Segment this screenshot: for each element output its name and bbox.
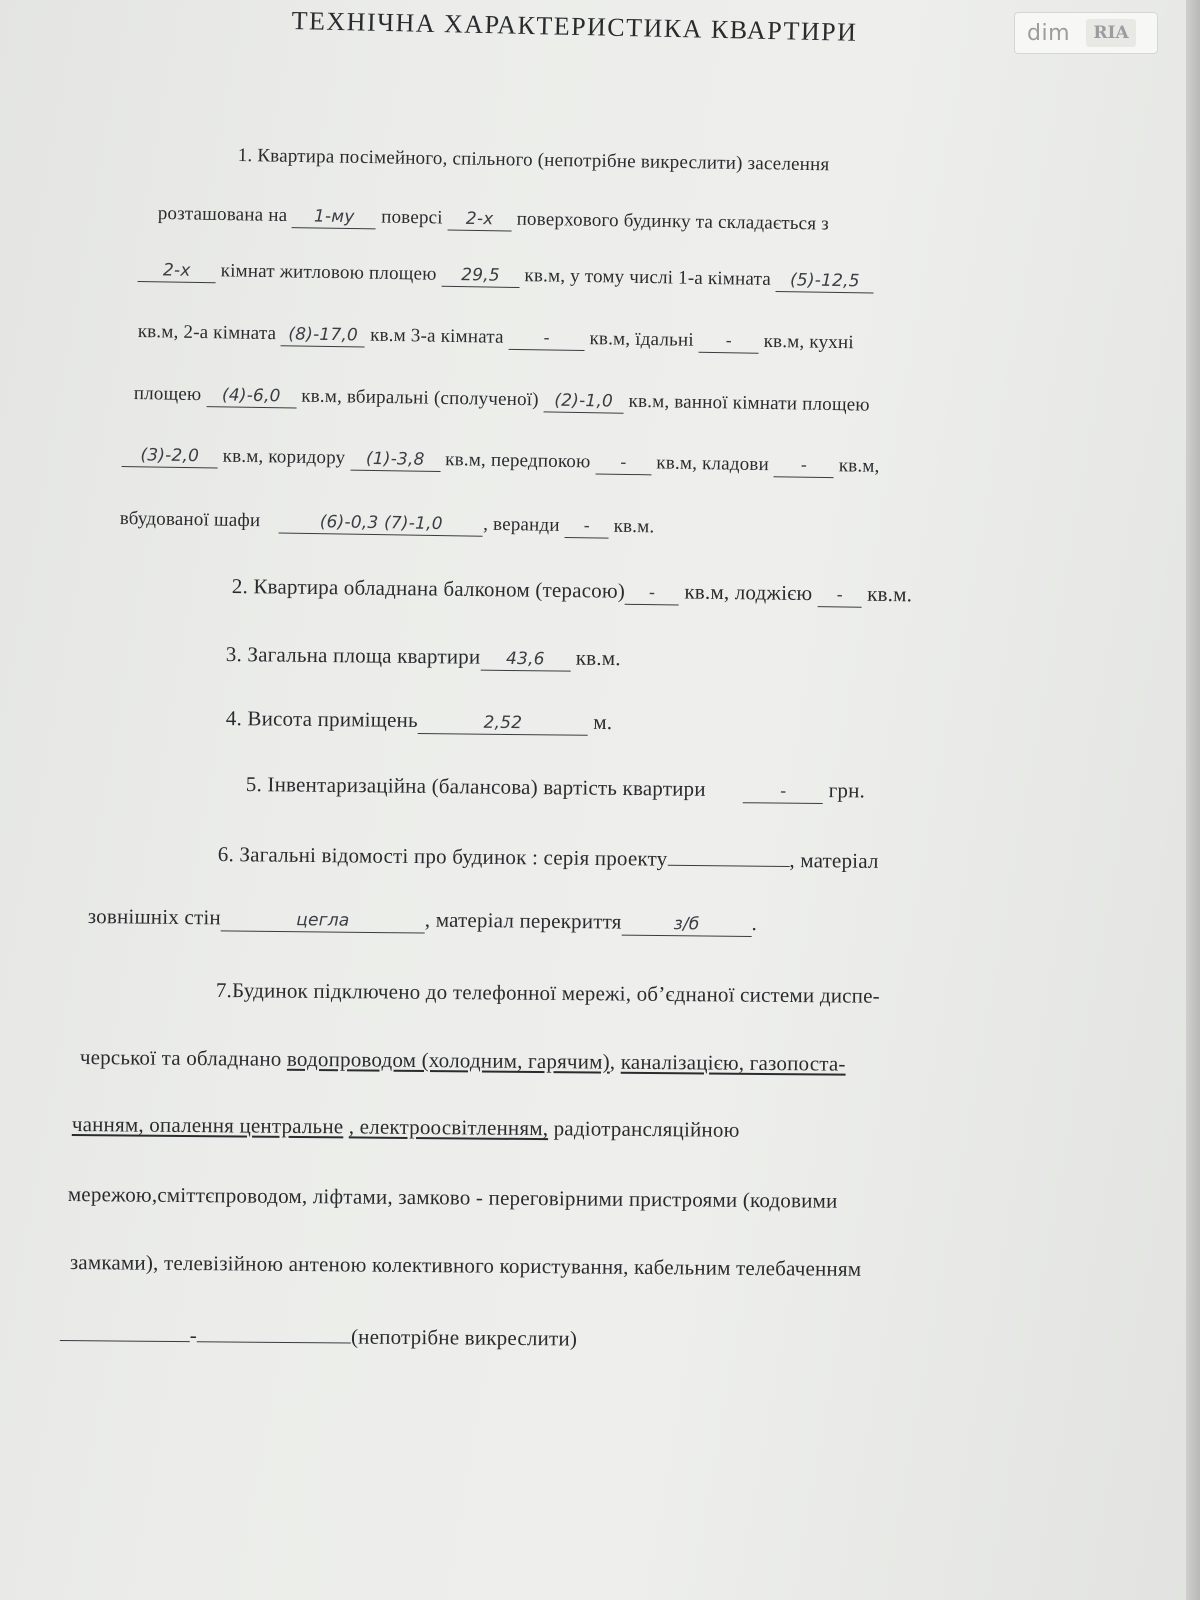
room2-value: (8)-17,0 xyxy=(281,323,365,347)
dining-value: - xyxy=(699,330,759,354)
room1-value: (5)-12,5 xyxy=(776,269,874,294)
item7-line6: - (непотрібне викреслити) xyxy=(60,1318,577,1353)
blank-left xyxy=(60,1318,190,1342)
item2-line: 2. Квартира обладнана балконом (терасою) - кв.м, лоджією - кв.м. xyxy=(231,573,913,607)
watermark-dim: dim xyxy=(1027,20,1071,46)
item1-line2: розташована на 1-му поверсі 2-х поверхового будинку та складається з xyxy=(157,202,830,235)
value-field: - xyxy=(743,780,823,804)
item1-line4: кв.м, 2-а кімната (8)-17,0 кв.м 3-а кімната - кв.м, їдальні - кв.м, кухні xyxy=(137,320,854,354)
blank-right xyxy=(197,1319,351,1343)
kitchen-value: (4)-6,0 xyxy=(206,384,296,408)
item1-line7: вбудованої шафи (6)-0,3 (7)-1,0 , веранди - кв.м. xyxy=(119,507,655,538)
item7-line5: замками), телевізійною антеною колективного користування, кабельним телебаченням xyxy=(69,1249,862,1281)
pantry-value: - xyxy=(774,454,834,478)
loggia-value: - xyxy=(818,584,862,608)
rooms-value: 2-х xyxy=(138,259,216,283)
item7-line3: чанням, опалення центральне , електроосвітленням, радіотрансляційною xyxy=(71,1111,740,1142)
item6-line2: зовнішніх стін цегла , матеріал перекриття з/б . xyxy=(87,903,758,936)
item6-line1: 6. Загальні відомості про будинок : серія проекту , матеріал xyxy=(217,841,879,873)
walls-value: цегла xyxy=(221,908,425,933)
living-area-value: 29,5 xyxy=(441,264,519,288)
room3-value: - xyxy=(508,327,584,351)
item4-line: 4. Висота приміщень 2,52 м. xyxy=(225,705,613,735)
item3-line: 3. Загальна площа квартири 43,6 кв.м. xyxy=(225,641,621,671)
watermark-logo xyxy=(1014,12,1158,54)
balcony-value: - xyxy=(625,582,679,606)
height-value: 2,52 xyxy=(418,711,588,736)
item1-line1: 1. Квартира посімейного, спільного (непотрібне викреслити) заселення xyxy=(237,144,830,176)
bathroom-value: (3)-2,0 xyxy=(122,444,218,469)
floor-value: 1-му xyxy=(292,205,376,229)
item1-line3: 2-х кімнат житловою площею 29,5 кв.м, у тому числі 1-а кімната (5)-12,5 xyxy=(138,256,875,296)
hall-value: - xyxy=(595,451,651,475)
document-title: ТЕХНІЧНА ХАРАКТЕРИСТИКА КВАРТИРИ xyxy=(291,6,858,47)
closet-value: (6)-0,3 (7)-1,0 xyxy=(279,511,483,537)
page-edge-shadow xyxy=(1186,0,1200,1600)
item1-line5: площею (4)-6,0 кв.м, вбиральні (сполученої) (2)-1,0 кв.м, ванної кімнати площею xyxy=(133,382,870,416)
item7-line1: 7.Будинок підключено до телефонної мережі, об’єднаної системи диспе- xyxy=(215,977,880,1008)
toilet-value: (2)-1,0 xyxy=(544,389,624,413)
item5-line: 5. Інвентаризаційна (балансова) вартість квартири - грн. xyxy=(245,771,866,803)
floors-value: з/б xyxy=(621,913,751,937)
corridor-value: (1)-3,8 xyxy=(350,448,440,472)
item7-line4: мережою,сміттєпроводом, ліфтами, замково - переговірними пристроями (кодовими xyxy=(67,1181,838,1213)
watermark-ria: RIA xyxy=(1086,19,1136,47)
series-value xyxy=(667,843,789,867)
total-area-value: 43,6 xyxy=(480,648,570,672)
item1-line6: (3)-2,0 кв.м, коридору (1)-3,8 кв.м, передпокою - кв.м, кладови - кв.м, xyxy=(122,441,880,481)
item7-line2: черської та обладнано водопроводом (холодним, гарячим), каналізацією, газопоста- xyxy=(79,1044,846,1076)
veranda-value: - xyxy=(565,515,609,539)
storeys-value: 2-х xyxy=(448,208,512,232)
